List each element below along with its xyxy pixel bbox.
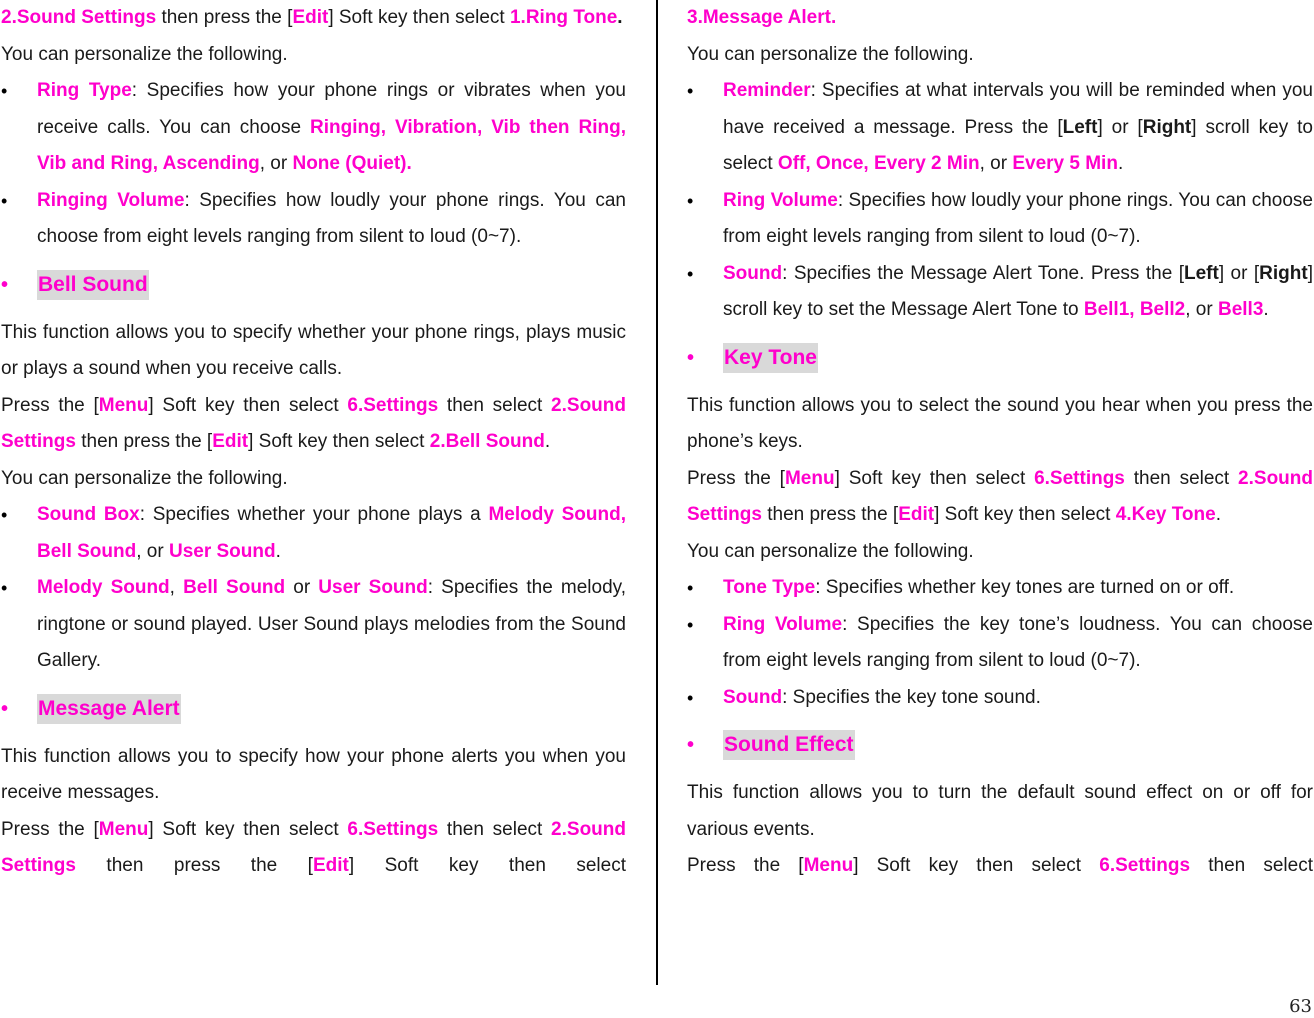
page-number: 63 bbox=[1289, 996, 1312, 1017]
left-column bbox=[1, 0, 626, 885]
message-alert-options bbox=[687, 73, 1313, 329]
key-tone-path: Press the [Menu] Soft key then select 6.Settings then select 2.Sound Settings then press the [Edit] Soft key then select 4.Key Tone. bbox=[687, 467, 1313, 525]
sound-effect-path: Press the [Menu] Soft key then select 6.Settings then select bbox=[687, 855, 1313, 876]
ring-tone-path: 2.Sound Settings then press the [Edit] Soft key then select 1.Ring Tone. bbox=[1, 7, 623, 28]
list-item: • Tone Type: Specifies whether key tones are turned on or off. bbox=[687, 570, 1313, 607]
list-item: • Ring Volume: Specifies how loudly your phone rings. You can choose from eight levels ranging from silent to loud (0~7). bbox=[687, 183, 1313, 256]
message-alert-path: Press the [Menu] Soft key then select 6.Settings then select 2.Sound Settings then press the [Edit] Soft key then select bbox=[1, 818, 626, 876]
list-item: • Sound: Specifies the Message Alert Tone. Press the [Left] or [Right] scroll key to set the Message Alert Tone to Bell1, Bell2, or Bell3. bbox=[687, 256, 1313, 329]
list-item: • Sound Box: Specifies whether your phone plays a Melody Sound, Bell Sound, or User Sound. bbox=[1, 497, 626, 570]
list-item: • Sound: Specifies the key tone sound. bbox=[687, 680, 1313, 717]
list-item: • Ring Type: Specifies how your phone rings or vibrates when you receive calls. You can choose Ringing, Vibration, Vib then Ring, Vib and Ring, Ascending, or None (Quiet). bbox=[1, 73, 626, 183]
sound-effect-description: This function allows you to turn the default sound effect on or off for various events. bbox=[687, 782, 1313, 840]
key-tone-heading: • Key Tone bbox=[687, 340, 1313, 377]
list-item: • Ringing Volume: Specifies how loudly your phone rings. You can choose from eight levels ranging from silent to loud (0~7). bbox=[1, 183, 626, 256]
personalize-text: You can personalize the following. bbox=[1, 467, 288, 489]
message-alert-target: 3.Message Alert. bbox=[687, 7, 837, 28]
personalize-text: You can personalize the following. bbox=[687, 43, 974, 65]
message-alert-heading: • Message Alert bbox=[1, 691, 626, 728]
message-alert-description: This function allows you to specify how your phone alerts you when you receive messages. bbox=[1, 745, 626, 803]
personalize-text: You can personalize the following. bbox=[1, 43, 288, 65]
bell-sound-path: Press the [Menu] Soft key then select 6.Settings then select 2.Sound Settings then press the [Edit] Soft key then select 2.Bell Sound. bbox=[1, 394, 626, 452]
personalize-text: You can personalize the following. bbox=[687, 540, 974, 562]
column-divider bbox=[656, 0, 658, 985]
sound-effect-heading: • Sound Effect bbox=[687, 727, 1313, 764]
bell-sound-heading: • Bell Sound bbox=[1, 267, 626, 304]
key-tone-description: This function allows you to select the sound you hear when you press the phone’s keys. bbox=[687, 394, 1313, 452]
list-item: • Melody Sound, Bell Sound or User Sound: Specifies the melody, ringtone or sound played. User Sound plays melodies from the Sound Gallery. bbox=[1, 570, 626, 680]
ring-tone-options bbox=[1, 73, 626, 256]
bell-sound-options bbox=[1, 497, 626, 680]
key-tone-options bbox=[687, 570, 1313, 716]
bell-sound-description: This function allows you to specify whether your phone rings, plays music or plays a sound when you receive calls. bbox=[1, 321, 626, 379]
list-item: • Ring Volume: Specifies the key tone’s loudness. You can choose from eight levels ranging from silent to loud (0~7). bbox=[687, 607, 1313, 680]
list-item: • Reminder: Specifies at what intervals you will be reminded when you have received a message. Press the [Left] or [Right] scroll key to select Off, Once, Every 2 Min, or Every 5 Min. bbox=[687, 73, 1313, 183]
right-column bbox=[687, 0, 1313, 885]
